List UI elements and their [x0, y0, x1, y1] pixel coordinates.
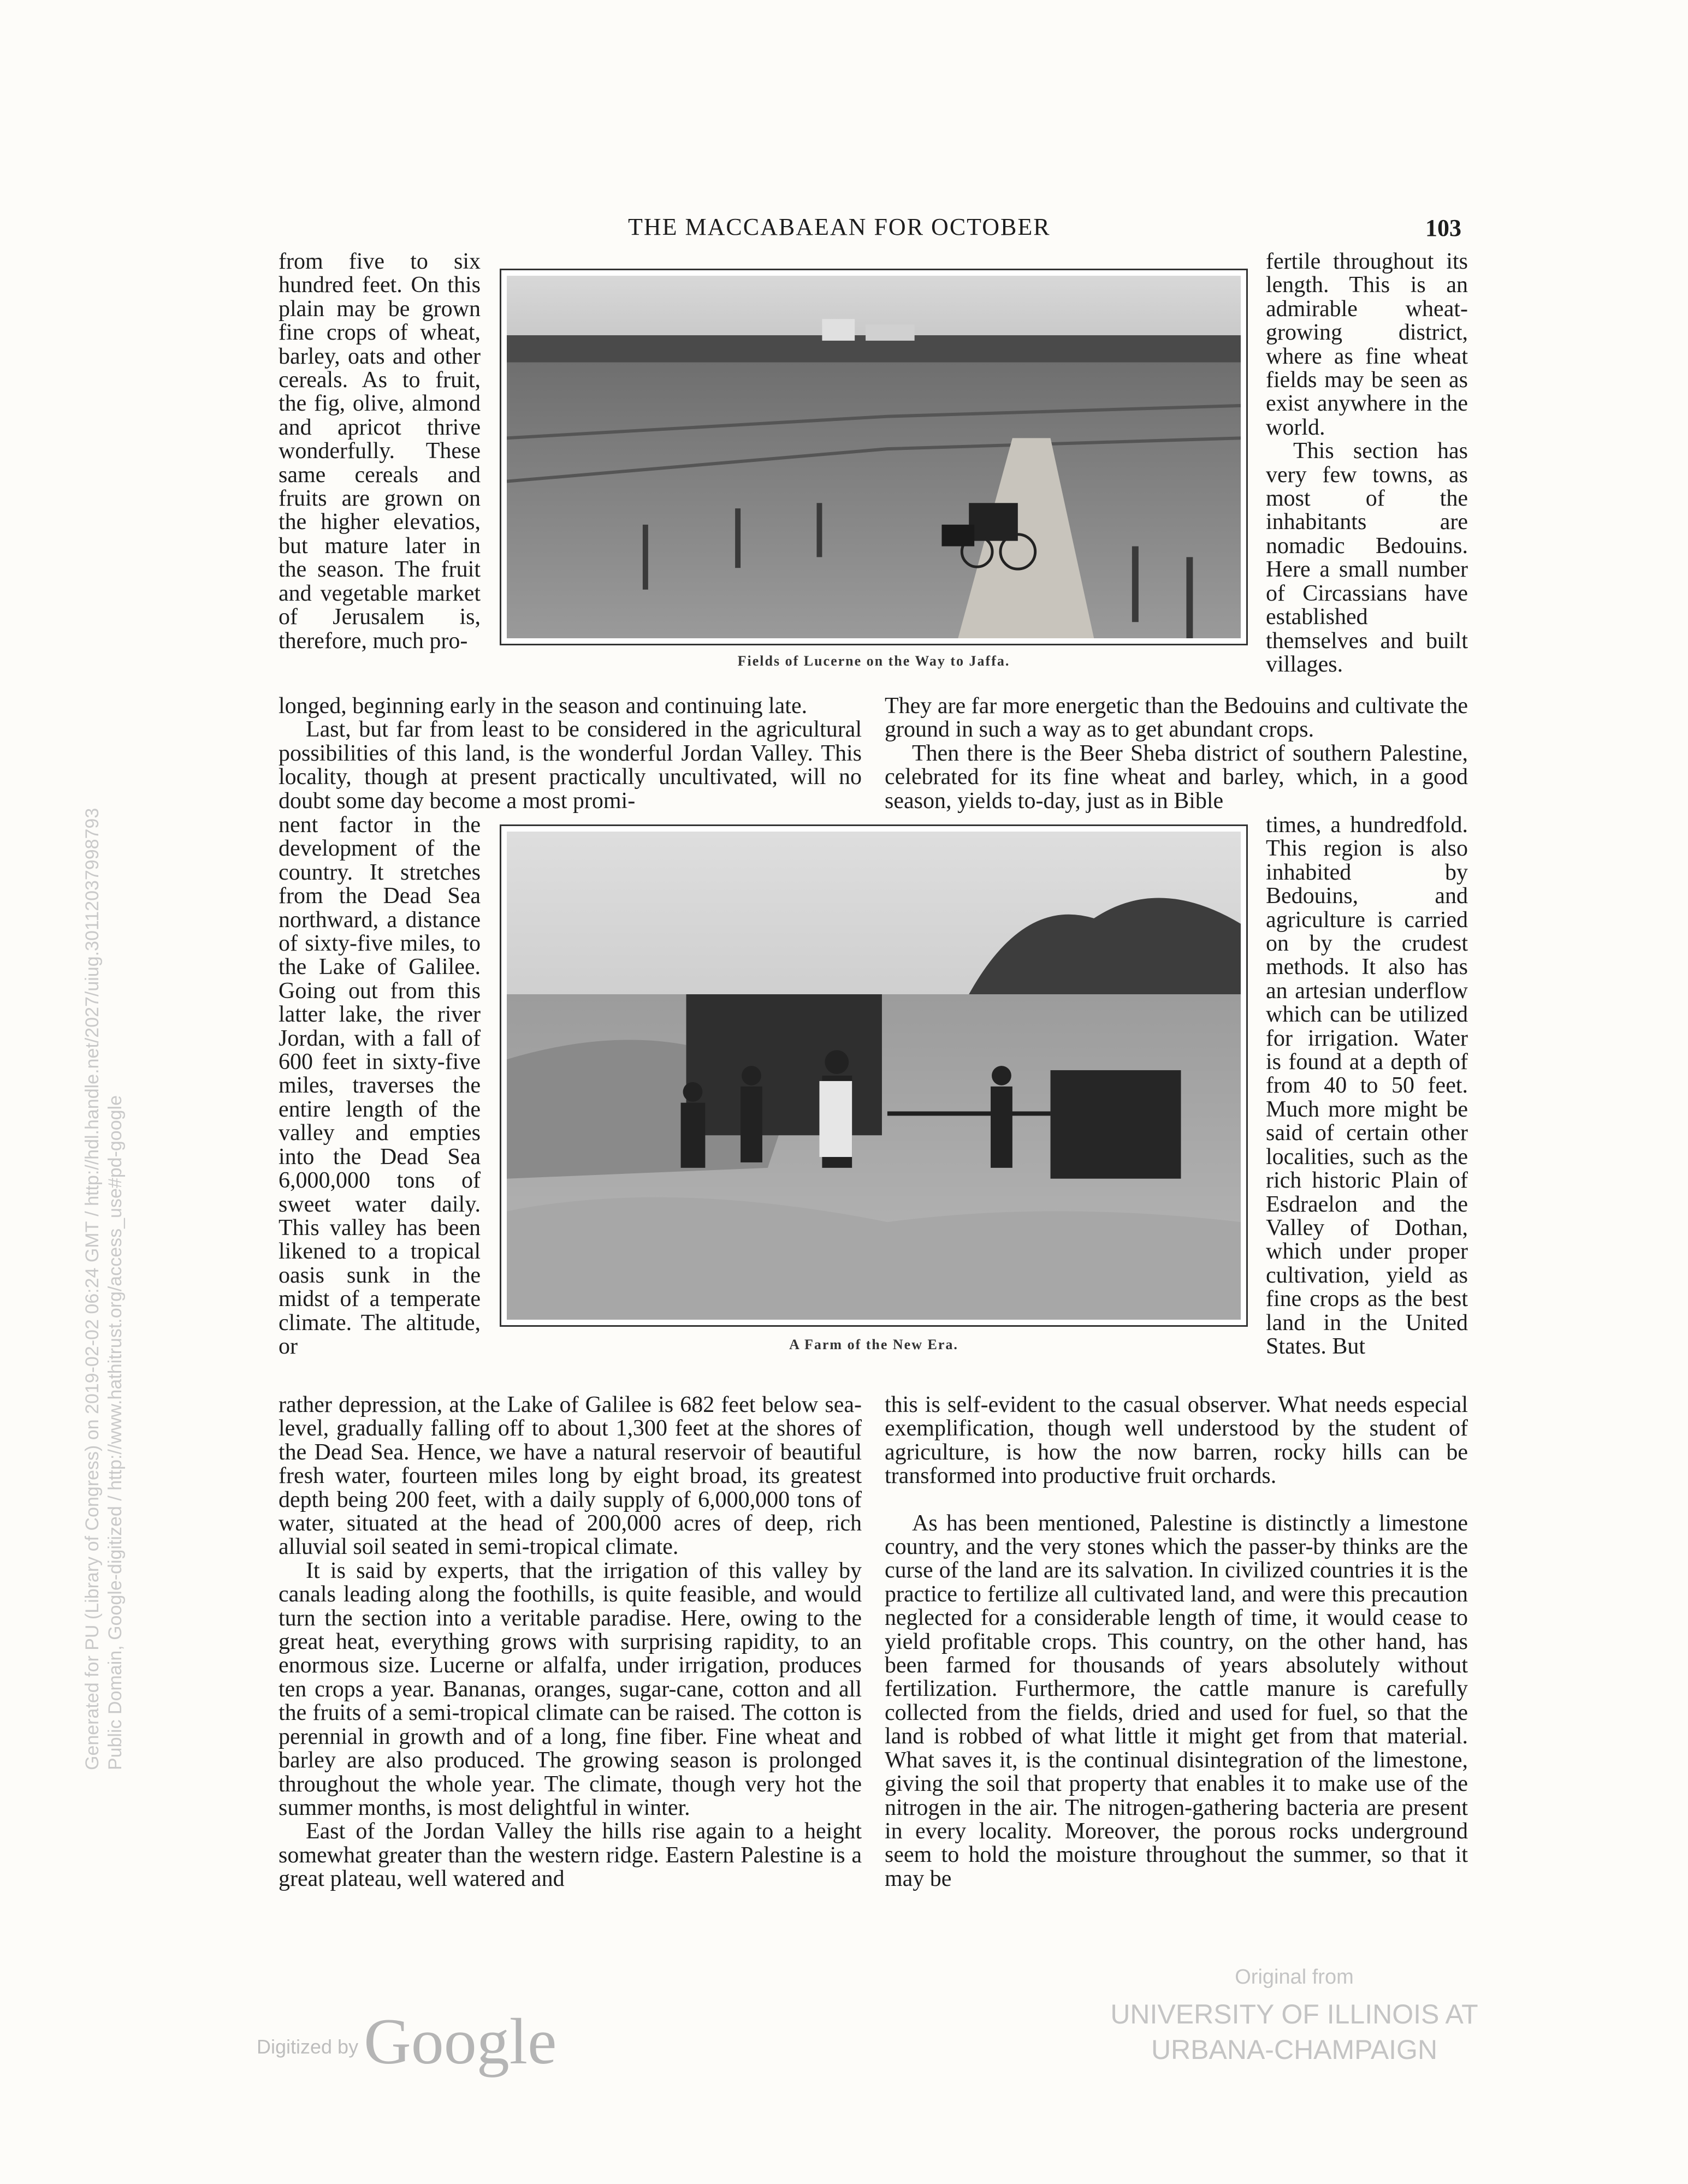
paragraph: This section has very few towns, as most of the inhabitants are nomadic Bedouins. Here a small number of Circassians have established themselves and built villages. [1266, 438, 1468, 677]
photo-farm-new-era [500, 824, 1248, 1327]
google-logo-text: Google [364, 2005, 557, 2078]
lucerne-fields-image [507, 276, 1241, 638]
university-label: UNIVERSITY OF ILLINOIS AT [1110, 1999, 1478, 2029]
side-watermark [81, 808, 127, 1770]
paragraph: times, a hundredfold. This region is also inhabited by Bedouins, and agriculture is carried on by the crudest methods. It also has an artesian underflow which can be utilized for irrigation. Water is found at a depth of from 40 to 50 feet. Much more might be said of certain other localities, such as the rich historic Plain of Esdraelon and the Valley of Dothan, which under proper cultivation, yield as fine crops as the best land in the United States. But [1266, 812, 1468, 1359]
figure1-caption: Fields of Lucerne on the Way to Jaffa. [737, 653, 1010, 669]
column-left-mid [279, 814, 481, 1358]
farm-new-era-image [507, 832, 1241, 1320]
paragraph: from five to six hundred feet. On this plain may be grown fine crops of wheat, barley, oats and other cereals. As to fruit, the fig, olive, almond and apricot thrive wonderfully. These same cereals and fruits are grown on the higher elevatios, but mature later in the season. The fruit and vegetable market of Jerusalem is, therefore, much pro- [279, 249, 481, 654]
original-from-label: Original from [1235, 1966, 1354, 1989]
column-left-bottom [279, 1393, 862, 1891]
campus-label: URBANA-CHAMPAIGN [1151, 2034, 1438, 2065]
digitized-by-google-mark [257, 2004, 556, 2079]
paragraph: It is said by experts, that the irrigation of this valley by canals leading along the foothills, is quite feasible, and would turn the section into a veritable paradise. Here, owing to the great heat, everything grows with surprising rapidity, to an enormous size. Lucerne or alfalfa, under irrigation, produces ten crops a year. Bananas, oranges, sugar-cane, cotton and all the fruits of a semi-tropical climate can be raised. The cotton is perennial in growth and of a long, fine fiber. Fine wheat and barley are also produced. The growing season is prolonged throughout the whole year. The climate, though very hot the summer months, is most delightful in winter. [279, 1558, 862, 1820]
paragraph: East of the Jordan Valley the hills rise again to a height somewhat greater than the western ridge. Eastern Palestine is a great plateau, well watered and [279, 1819, 862, 1892]
paragraph: Then there is the Beer Sheba district of southern Palestine, celebrated for its fine wheat and barley, which, in a good season, yields to-day, just as in Bible [885, 740, 1468, 814]
paragraph: They are far more energetic than the Bedouins and cultivate the ground in such a way as to get abundant crops. [885, 693, 1468, 743]
watermark-line: Generated for PU (Library of Congress) on 2019-02-02 06:24 GMT / http://hdl.handle.net/2027/uiug.30112037998793 [82, 808, 103, 1770]
column-right-mid [1266, 814, 1468, 1358]
photo-lucerne-fields [500, 269, 1248, 645]
column-left-mid-text [279, 695, 862, 813]
digitized-by-label: Digitized by [257, 2035, 359, 2058]
paragraph: fertile throughout its length. This is an admirable wheat-growing district, where as fine wheat fields may be seen as exist anywhere in the world. [1266, 249, 1468, 440]
column-right-mid-text [885, 695, 1468, 813]
paragraph: rather depression, at the Lake of Galilee is 682 feet below sea-level, gradually falling off to about 1,300 feet at the shores of the Dead Sea. Hence, we have a natural reservoir of beautiful fresh water, fourteen miles long by eight broad, its greatest depth being 200 feet, with a daily supply of 6,000,000 tons of water, situated at the head of 200,000 acres of deep, rich alluvial soil seated in semi-tropical climate. [279, 1392, 862, 1560]
paragraph: nent factor in the development of the country. It stretches from the Dead Sea northward, a distance of sixty-five miles, to the Lake of Galilee. Going out from this latter lake, the river Jordan, with a fall of 600 feet in sixty-five miles, traverses the entire length of the valley and empties into the Dead Sea 6,000,000 tons of sweet water daily. This valley has been likened to a tropical oasis sunk in the midst of a temperate climate. The altitude, or [279, 812, 481, 1359]
watermark-line: Public Domain, Google-digitized / http://www.hathitrust.org/access_use#pd-google [105, 1095, 126, 1770]
column-right-top [1266, 250, 1468, 676]
figure2-caption: A Farm of the New Era. [789, 1337, 958, 1352]
column-left-top [279, 250, 481, 653]
paragraph: this is self-evident to the casual observer. What needs especial exemplification, though well understood by the student of agriculture, is how the now barren, rocky hills can be transformed into productive fruit orchards. [885, 1392, 1468, 1489]
running-header-title: THE MACCABAEAN FOR OCTOBER [628, 213, 1051, 240]
paragraph: Last, but far from least to be considered in the agricultural possibilities of this land, is the wonderful Jordan Valley. This locality, though at present practically uncultivated, will no doubt some day become a most promi- [279, 717, 862, 814]
column-right-bottom [885, 1393, 1468, 1891]
paragraph: longed, beginning early in the season and continuing late. [279, 693, 808, 719]
paragraph: As has been mentioned, Palestine is distinctly a limestone country, and the very stones which the passer-by thinks are the curse of the land are its salvation. In civilized countries it is the practice to fertilize all cultivated land, and were this precaution neglected for a considerable length of time, it would cease to yield profitable crops. This country, on the other hand, has been farmed for thousands of years absolutely without fertilization. Furthermore, the cattle manure is carefully collected from the fields, dried and used for fuel, so that the land is robbed of what little it might get from that material. What saves it, is the continual disintegration of the limestone, giving the soil that property that enables it to make use of the nitrogen in the air. The nitrogen-gathering bacteria are present in every locality. Moreover, the porous rocks underground seem to hold the moisture throughout the summer, so that it may be [885, 1510, 1468, 1891]
page-number: 103 [1425, 215, 1461, 241]
